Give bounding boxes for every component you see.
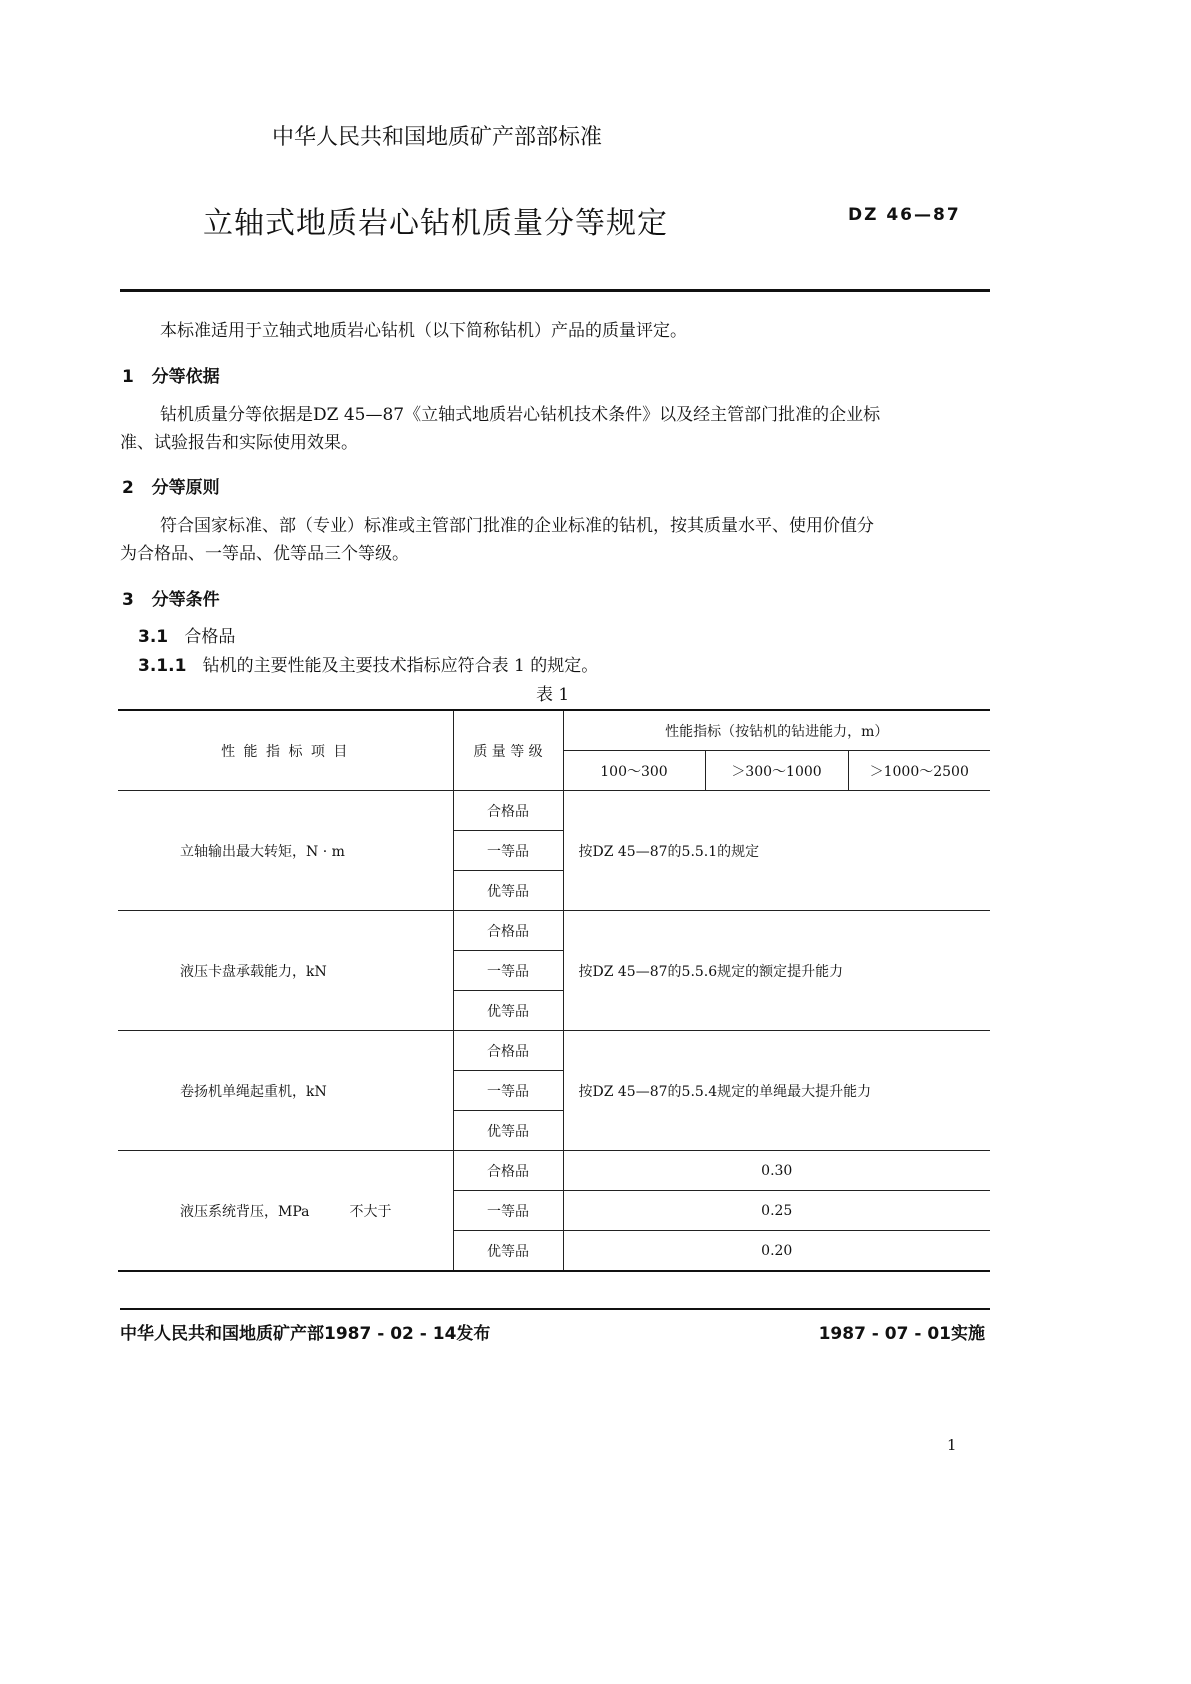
col-header-performance: 性能指标（按钻机的钻进能力，m） [563, 710, 990, 751]
item-cell: 液压系统背压，MPa 不大于 [118, 1151, 453, 1272]
section-2-line: 为合格品、一等品、优等品三个等级。 [120, 544, 409, 564]
range-header: ＞1000～2500 [848, 751, 990, 791]
grade-cell: 一等品 [453, 1191, 563, 1231]
subsection-3-1-1: 3.1.1 钻机的主要性能及主要技术指标应符合表 1 的规定。 [138, 656, 599, 676]
document-title: 立轴式地质岩心钻机质量分等规定 [203, 206, 668, 241]
standard-code: DZ 46—87 [848, 205, 961, 225]
value-cell: 0.20 [563, 1231, 990, 1272]
range-header: ＞300～1000 [705, 751, 848, 791]
grade-cell: 一等品 [453, 1071, 563, 1111]
table-row [118, 1151, 990, 1191]
grade-cell: 优等品 [453, 991, 563, 1031]
header-rule [120, 289, 990, 292]
grade-cell: 合格品 [453, 911, 563, 951]
value-cell: 按DZ 45—87的5.5.6规定的额定提升能力 [563, 911, 990, 1031]
intro-text: 本标准适用于立轴式地质岩心钻机（以下简称钻机）产品的质量评定。 [160, 321, 687, 341]
footer-rule [120, 1308, 990, 1310]
section-3-heading: 3 分等条件 [122, 590, 220, 610]
item-note: 不大于 [349, 1203, 392, 1220]
grade-cell: 一等品 [453, 831, 563, 871]
section-2-heading: 2 分等原则 [122, 478, 220, 498]
item-cell: 液压卡盘承载能力，kN [118, 911, 453, 1031]
table-row [118, 791, 990, 831]
grade-cell: 一等品 [453, 951, 563, 991]
value-cell: 按DZ 45—87的5.5.1的规定 [563, 791, 990, 911]
value-cell: 0.30 [563, 1151, 990, 1191]
section-1-heading: 1 分等依据 [122, 367, 220, 387]
section-1-line: 准、试验报告和实际使用效果。 [120, 433, 358, 453]
range-header: 100～300 [563, 751, 705, 791]
col-header-grade: 质 量 等 级 [453, 710, 563, 791]
subsection-3-1: 3.1 合格品 [138, 627, 236, 647]
grade-cell: 优等品 [453, 1231, 563, 1272]
issuer: 中华人民共和国地质矿产部部标准 [272, 125, 603, 150]
grade-cell: 合格品 [453, 1031, 563, 1071]
table-row [118, 1031, 990, 1071]
item-cell: 立轴输出最大转矩，N · m [118, 791, 453, 911]
grade-cell: 优等品 [453, 871, 563, 911]
table-row [118, 911, 990, 951]
table-caption: 表 1 [536, 685, 570, 705]
effective-date: 1987 - 07 - 01实施 [818, 1324, 985, 1344]
issue-date: 中华人民共和国地质矿产部1987 - 02 - 14发布 [120, 1324, 491, 1344]
table-1 [118, 709, 990, 1272]
grade-cell: 优等品 [453, 1111, 563, 1151]
value-cell: 按DZ 45—87的5.5.4规定的单绳最大提升能力 [563, 1031, 990, 1151]
section-1-line: 钻机质量分等依据是DZ 45—87《立轴式地质岩心钻机技术条件》以及经主管部门批准的企业标 [160, 405, 881, 425]
section-2-line: 符合国家标准、部（专业）标准或主管部门批准的企业标准的钻机，按其质量水平、使用价值分 [160, 516, 874, 536]
item-cell: 卷扬机单绳起重机，kN [118, 1031, 453, 1151]
col-header-item: 性 能 指 标 项 目 [118, 710, 453, 791]
page-number: 1 [947, 1436, 957, 1454]
grade-cell: 合格品 [453, 791, 563, 831]
value-cell: 0.25 [563, 1191, 990, 1231]
grade-cell: 合格品 [453, 1151, 563, 1191]
